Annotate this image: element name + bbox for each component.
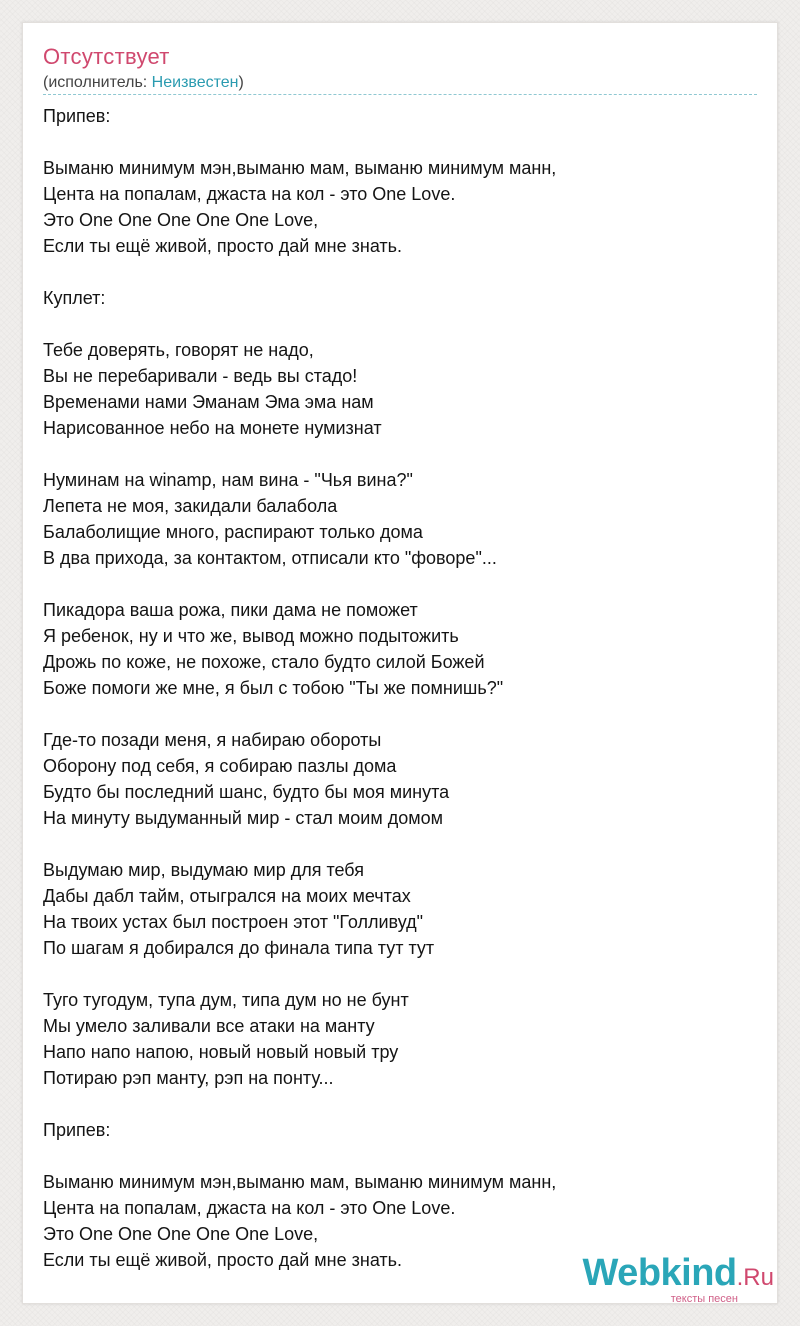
lyric-line: Цента на попалам, джаста на кол - это One Love. bbox=[43, 1198, 456, 1218]
lyric-line: В два прихода, за контактом, отписали кто "фоворе"... bbox=[43, 548, 497, 568]
lyric-blank-line bbox=[43, 441, 763, 467]
lyric-line: Напо напо напою, новый новый новый тру bbox=[43, 1042, 399, 1062]
artist-prefix: (исполнитель: bbox=[43, 74, 152, 91]
artist-suffix: ) bbox=[238, 74, 244, 91]
lyric-line: Если ты ещё живой, просто дай мне знать. bbox=[43, 236, 403, 256]
logo-name: Webkind bbox=[582, 1252, 737, 1294]
lyric-blank-line bbox=[43, 129, 763, 155]
lyric-line: Куплет: bbox=[43, 288, 106, 308]
lyric-line: Припев: bbox=[43, 106, 111, 126]
lyric-line: Потираю рэп манту, рэп на понту... bbox=[43, 1068, 334, 1088]
lyric-line: Временами нами Эманам Эма эма нам bbox=[43, 392, 374, 412]
logo-wordmark bbox=[574, 1254, 774, 1297]
lyrics-card bbox=[22, 22, 778, 1304]
lyric-line: Я ребенок, ну и что же, вывод можно подытожить bbox=[43, 626, 459, 646]
lyric-line: Пикадора ваша рожа, пики дама не поможет bbox=[43, 600, 418, 620]
lyric-line: Нарисованное небо на монете нумизнат bbox=[43, 418, 382, 438]
lyric-line: Нуминам на winamp, нам вина - "Чья вина?" bbox=[43, 470, 413, 490]
lyric-blank-line bbox=[43, 831, 763, 857]
lyric-line: Мы умело заливали все атаки на манту bbox=[43, 1016, 375, 1036]
lyric-line: Выдумаю мир, выдумаю мир для тебя bbox=[43, 860, 364, 880]
lyric-blank-line bbox=[43, 1091, 763, 1117]
lyric-line: Туго тугодум, тупа дум, типа дум но не бунт bbox=[43, 990, 409, 1010]
lyric-line: Оборону под себя, я собираю пазлы дома bbox=[43, 756, 397, 776]
song-title: Отсутствует bbox=[43, 44, 170, 69]
lyric-line: Вы не перебаривали - ведь вы стадо! bbox=[43, 366, 358, 386]
lyric-line: Цента на попалам, джаста на кол - это One Love. bbox=[43, 184, 456, 204]
lyric-line: Это One One One One One Love, bbox=[43, 1224, 319, 1244]
lyric-blank-line bbox=[43, 311, 763, 337]
lyric-line: Боже помоги же мне, я был с тобою "Ты же помнишь?" bbox=[43, 678, 504, 698]
lyric-line: Где-то позади меня, я набираю обороты bbox=[43, 730, 382, 750]
lyric-blank-line bbox=[43, 701, 763, 727]
lyric-line: Припев: bbox=[43, 1120, 111, 1140]
lyric-line: На твоих устах был построен этот "Голливуд" bbox=[43, 912, 424, 932]
lyric-line: На минуту выдуманный мир - стал моим домом bbox=[43, 808, 443, 828]
artist-line bbox=[43, 73, 244, 93]
lyric-line: Лепета не моя, закидали балабола bbox=[43, 496, 338, 516]
lyric-line: Тебе доверять, говорят не надо, bbox=[43, 340, 314, 360]
logo-tagline: тексты песен bbox=[670, 1293, 738, 1305]
lyric-blank-line bbox=[43, 259, 763, 285]
lyric-blank-line bbox=[43, 571, 763, 597]
webkind-logo[interactable] bbox=[574, 1254, 774, 1305]
logo-tld: .Ru bbox=[736, 1264, 774, 1291]
lyrics-text bbox=[43, 103, 763, 1273]
lyric-line: Будто бы последний шанс, будто бы моя минута bbox=[43, 782, 450, 802]
lyric-line: Дабы дабл тайм, отыгрался на моих мечтах bbox=[43, 886, 411, 906]
lyric-line: Это One One One One One Love, bbox=[43, 210, 319, 230]
artist-link[interactable]: Неизвестен bbox=[151, 74, 239, 91]
lyric-line: По шагам я добирался до финала типа тут тут bbox=[43, 938, 435, 958]
lyric-line: Балаболищие много, распирают только дома bbox=[43, 522, 423, 542]
lyric-line: Выманю минимум мэн,выманю мам, выманю минимум манн, bbox=[43, 1172, 557, 1192]
title-divider bbox=[43, 94, 757, 95]
lyric-line: Дрожь по коже, не похоже, стало будто силой Божей bbox=[43, 652, 485, 672]
lyric-blank-line bbox=[43, 1143, 763, 1169]
lyric-line: Если ты ещё живой, просто дай мне знать. bbox=[43, 1250, 403, 1270]
lyric-line: Выманю минимум мэн,выманю мам, выманю минимум манн, bbox=[43, 158, 557, 178]
lyric-blank-line bbox=[43, 961, 763, 987]
